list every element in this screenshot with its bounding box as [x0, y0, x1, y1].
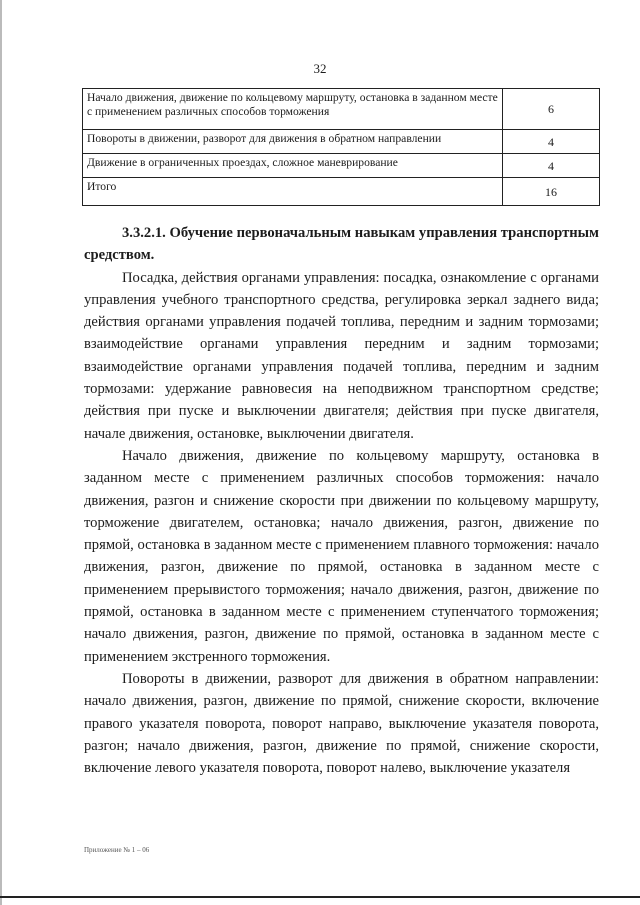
table-cell-hours: 6: [503, 89, 600, 130]
scan-edge-left: [0, 0, 2, 905]
table-row: [83, 130, 600, 154]
page-number: 32: [313, 61, 327, 76]
table-cell-hours: 16: [503, 178, 600, 206]
table-row: [83, 154, 600, 178]
paragraph: Посадка, действия органами управления: посадка, ознакомление с органами управления учебного транспортного средства, регулировка зеркал заднего вида; действия органами управления подачей топлива, передним и задним тормозами; взаимодействие органами управления передним и задним тормозами; взаимодействие органами управления подачей топлива, передним и задним тормозами: удержание равновесия на неподвижном транспортном средстве; действия при пуске и выключении двигателя; действия при пуске двигателя, начале движения, остановке, выключении двигателя.: [84, 269, 599, 442]
hours-table: [82, 88, 600, 206]
footer-note: Приложение № 1 – 06: [84, 846, 150, 854]
table-cell-topic: Движение в ограниченных проездах, сложное маневрирование: [83, 154, 503, 178]
table-cell-hours: 4: [503, 154, 600, 178]
section-heading: 3.3.2.1. Обучение первоначальным навыкам управления транспортным средством.: [84, 225, 599, 264]
table-row: [83, 89, 600, 130]
table-cell-hours: 4: [503, 130, 600, 154]
paragraph: Повороты в движении, разворот для движения в обратном направлении: начало движения, разгон, движение по прямой, снижение скорости, включение правого указателя поворота, поворот направо, выключение указателя поворота, разгон; начало движения, разгон, движение по прямой, снижение скорости, включение левого указателя поворота, поворот налево, выключение указателя: [84, 670, 599, 777]
paragraph: Начало движения, движение по кольцевому маршруту, остановка в заданном месте с применением различных способов торможения: начало движения, разгон и снижение скорости при движении по кольцевому маршруту, торможение двигателем, остановка; начало движения, разгон, движение по прямой, остановка в заданном месте с применением плавного торможения: начало движения, разгон, движение по прямой, остановка в заданном месте с применением прерывистого торможения; начало движения, разгон, движение по прямой, остановка в заданном месте с применением ступенчатого торможения; начало движения, разгон, движение по прямой, остановка в заданном месте с применением экстренного торможения.: [84, 447, 599, 665]
table-cell-topic: Начало движения, движение по кольцевому маршруту, остановка в заданном месте с применением различных способов торможения: [83, 89, 503, 130]
table-row-total: [83, 178, 600, 206]
section-body: [84, 222, 599, 779]
table-cell-topic: Итого: [83, 178, 503, 206]
scan-edge-bottom: [0, 896, 640, 898]
table-cell-topic: Повороты в движении, разворот для движения в обратном направлении: [83, 130, 503, 154]
